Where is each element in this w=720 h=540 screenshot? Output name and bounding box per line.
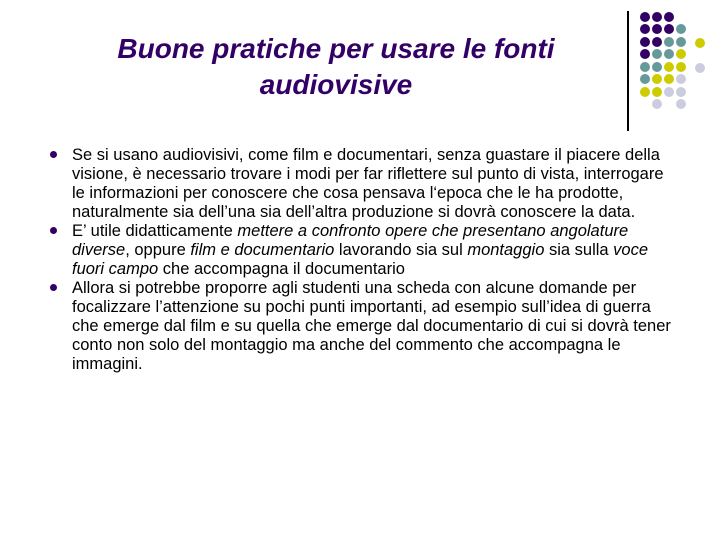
list-item	[50, 222, 676, 279]
deco-dot-icon	[664, 24, 674, 34]
deco-dot-icon	[664, 87, 674, 97]
title-line-1: Buone pratiche per usare le fonti	[117, 33, 555, 64]
deco-dot-icon	[640, 12, 650, 22]
deco-dot-icon	[676, 99, 686, 109]
deco-dot-icon	[664, 12, 674, 22]
deco-dot-icon	[676, 37, 686, 47]
deco-dot-icon	[664, 49, 674, 59]
deco-dot-icon	[652, 37, 662, 47]
deco-dot-icon	[652, 24, 662, 34]
bullet-icon	[50, 151, 57, 158]
deco-dot-icon	[652, 99, 662, 109]
deco-dot-icon	[676, 87, 686, 97]
slide-title	[26, 31, 646, 103]
bullet-icon	[50, 284, 57, 291]
bullet-icon	[50, 227, 57, 234]
deco-dot-icon	[652, 62, 662, 72]
list-item	[50, 146, 676, 222]
deco-dot-icon	[652, 49, 662, 59]
title-line-2: audiovisive	[259, 69, 413, 100]
bullet-text: E’ utile didatticamente mettere a confronto opere che presentano angolature diverse, oppure film e documentario lavorando sia sul montaggio sia sulla voce fuori campo che accompagna il documentario	[72, 222, 649, 278]
deco-dot-icon	[676, 49, 686, 59]
deco-dot-icon	[664, 74, 674, 84]
deco-dot-icon	[652, 74, 662, 84]
bullet-list	[50, 146, 676, 374]
list-item	[50, 279, 676, 374]
deco-dot-icon	[652, 87, 662, 97]
deco-dot-icon	[652, 12, 662, 22]
deco-dot-icon	[676, 24, 686, 34]
deco-dot-icon	[695, 63, 705, 73]
deco-dot-icon	[676, 62, 686, 72]
deco-dot-icon	[695, 38, 705, 48]
deco-dot-icon	[664, 37, 674, 47]
bullet-text: Se si usano audiovisivi, come film e documentari, senza guastare il piacere della visione, è necessario trovare i modi per far riflettere sul punto di vista, interrogare le informazioni per conoscere che cosa pensava l‘epoca che le ha prodotte, naturalmente sia dell’una sia dell’altra produzione si dovrà conoscere la data.	[72, 146, 664, 221]
deco-dot-icon	[664, 62, 674, 72]
deco-dot-icon	[676, 74, 686, 84]
bullet-text: Allora si potrebbe proporre agli studenti una scheda con alcune domande per focalizzare l’attenzione su pochi punti importanti, ad esempio sull’idea di guerra che emerge dal film e su quella che emerge dal documentario di cui si dovrà tener conto non solo del montaggio ma anche del commento che accompagna le immagini.	[72, 279, 671, 373]
